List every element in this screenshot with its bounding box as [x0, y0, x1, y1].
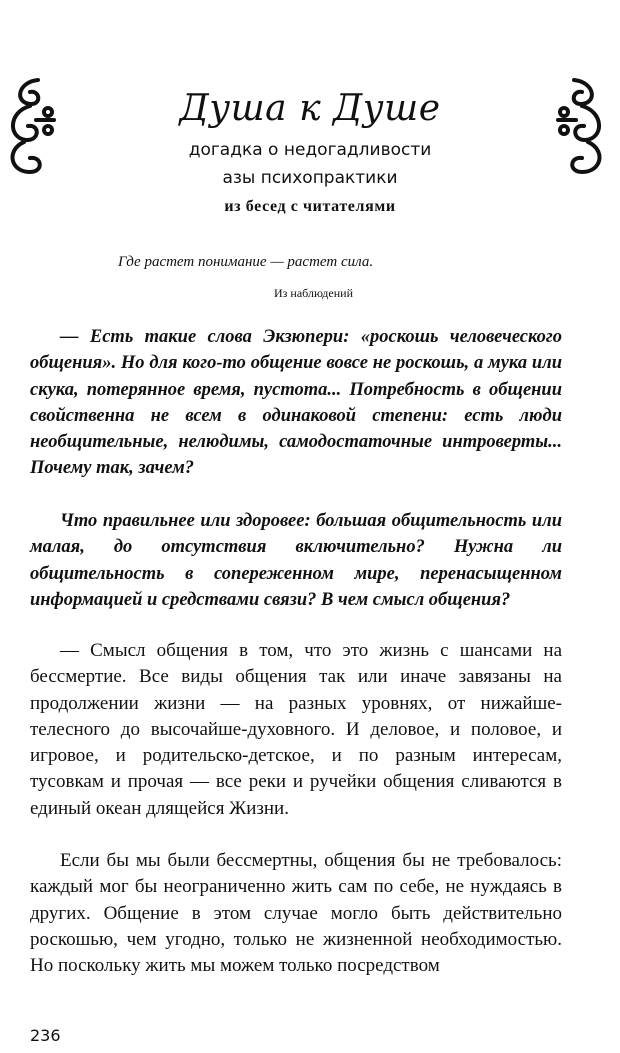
question-paragraph	[30, 324, 562, 482]
section-subtitle: догадка о недогадливости	[188, 140, 432, 160]
section-subtitle: азы психопрактики	[222, 168, 398, 188]
epigraph-source: Из наблюдений	[274, 286, 354, 300]
paragraph: Что правильнее или здоровее: большая общительность или малая, до отсутствия включительно? Нужна ли общительность в сопереженном мире, перенасыщенном информацией и средствами связи? В чем смысл общения?	[30, 511, 562, 610]
scroll-ornament-icon	[552, 72, 612, 182]
epigraph-text: Где растет понимание — растет сила.	[118, 254, 374, 270]
answer-paragraph	[30, 848, 562, 979]
paragraph: — Смысл общения в том, что это жизнь с шансами на бессмертие. Все виды общения так или иначе завязаны на продолжении жизни — на разных уровнях, от нижайше-телесного до высочайше-духовного. И деловое, и половое, и игровое, и родительско-детское, и по разным интересам, тусовкам и прочая — все реки и ручейки общения сливаются в единый океан длящейся Жизни.	[30, 640, 562, 819]
scroll-ornament-icon	[0, 72, 60, 182]
paragraph: — Есть такие слова Экзюпери: «роскошь человеческого общения». Но для кого-то общение вовсе не роскошь, а мука или скука, потерянное время, пустота... Потребность в общении свойственна не всем в одинаковой степени: есть люди необщительные, нелюдимы, самодостаточные интроверты... Почему так, зачем?	[30, 327, 562, 479]
section-title: Душа к Душе	[179, 88, 441, 129]
paragraph: Если бы мы были бессмертны, общения бы не требовалось: каждый мог бы неограниченно жить сам по себе, не нуждаясь в других. Общение в этом случае могло быть действительно роскошью, чем угодно, только не жизненной необходимостью. Но поскольку жить мы можем только посредством	[30, 850, 562, 977]
section-subtitle: из бесед с читателями	[224, 198, 396, 215]
answer-paragraph	[30, 638, 562, 822]
question-paragraph	[30, 508, 562, 613]
page-number: 236	[30, 1026, 61, 1045]
